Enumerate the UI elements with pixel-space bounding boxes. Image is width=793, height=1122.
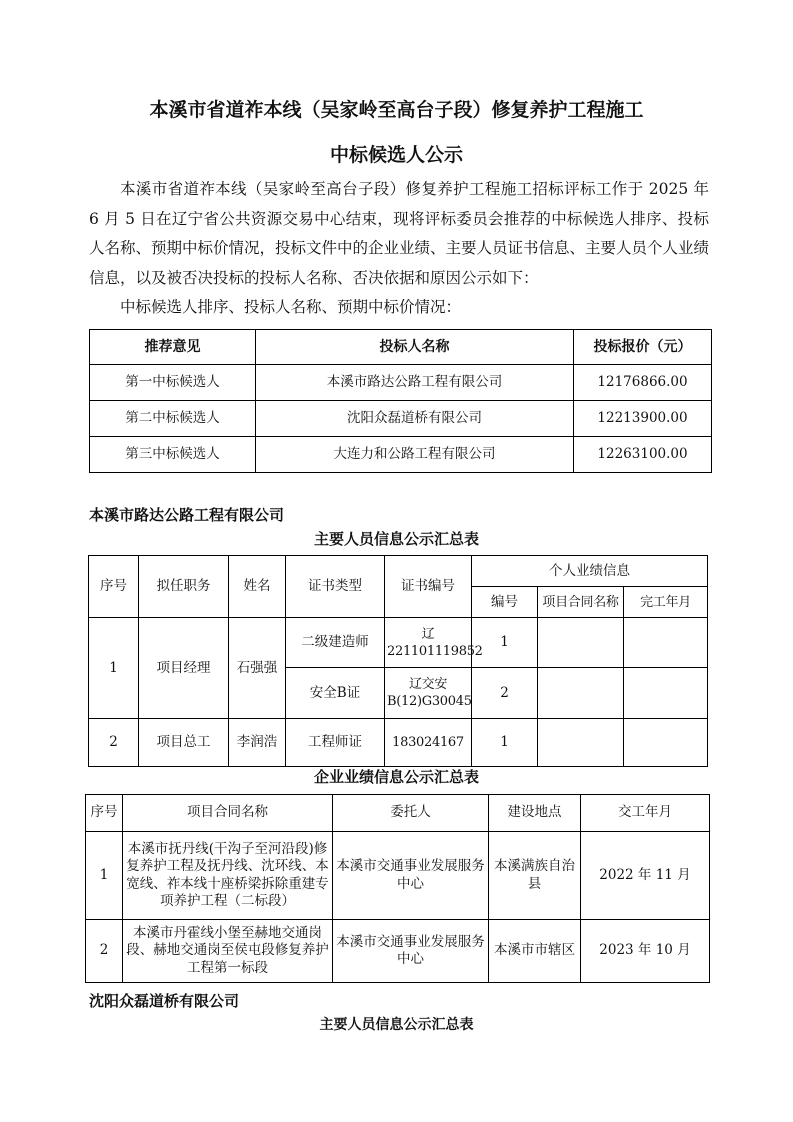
cert-type: 工程师证	[286, 719, 385, 767]
intro-paragraph: 本溪市省道祚本线（吴家岭至高台子段）修复养护工程施工招标评标工作于 2025 年 6 月 5 日在辽宁省公共资源交易中心结束，现将评标委员会推荐的中标候选人排序、投标人名称、预期中标价情况，投标文件中的企业业绩、主要人员证书信息、主要人员个人业绩信息，以及被否决投标的投标人名称、否决依据和原因公示如下：	[89, 180, 710, 287]
perf-contract-name: 本溪市丹霍线小堡至赫地交通岗段、赫地交通岗至侯屯段修复养护工程第一标段	[123, 920, 333, 983]
person-name: 石强强	[229, 618, 286, 719]
cert-number-line1: 辽	[421, 626, 435, 642]
cert-number	[385, 668, 472, 719]
person-seq: 2	[89, 719, 139, 767]
perf-year	[624, 719, 708, 767]
company-name: 本溪市路达公路工程有限公司	[89, 506, 285, 524]
candidate-price: 12213900.00	[574, 401, 712, 437]
perf-number: 1	[472, 618, 538, 668]
perf-date: 2023 年 10 月	[581, 920, 710, 983]
perf-location: 本溪满族自治县	[489, 832, 581, 920]
table-header-row	[90, 330, 712, 365]
cert-number	[385, 618, 483, 668]
header-name: 姓名	[229, 556, 286, 618]
candidate-price: 12263100.00	[574, 437, 712, 473]
person-position: 项目经理	[139, 618, 229, 719]
header-personal-performance: 个人业绩信息	[472, 556, 708, 587]
header-position: 拟任职务	[139, 556, 229, 618]
candidates-table	[89, 329, 712, 473]
perf-contract	[538, 618, 624, 668]
perf-contract	[538, 668, 624, 719]
intro-candidates-label: 中标候选人排序、投标人名称、预期中标价情况：	[120, 298, 462, 316]
candidate-rank: 第三中标候选人	[90, 437, 256, 473]
table-row	[86, 832, 710, 920]
table-row	[89, 618, 708, 668]
enterprise-performance-table	[85, 794, 710, 983]
intro-section	[89, 175, 709, 323]
cert-type: 安全B证	[286, 668, 385, 719]
header-completion-date: 交工年月	[581, 795, 710, 832]
perf-seq: 2	[86, 920, 123, 983]
header-contract-name: 项目合同名称	[123, 795, 333, 832]
header-cert-type: 证书类型	[286, 556, 385, 618]
header-bid-price: 投标报价（元）	[574, 330, 712, 365]
candidate-name: 大连力和公路工程有限公司	[256, 437, 574, 473]
perf-year	[624, 618, 708, 668]
header-client: 委托人	[333, 795, 489, 832]
perf-number: 1	[472, 719, 538, 767]
header-seq: 序号	[86, 795, 123, 832]
person-seq: 1	[89, 618, 139, 719]
candidate-price: 12176866.00	[574, 365, 712, 401]
candidate-rank: 第一中标候选人	[90, 365, 256, 401]
cert-number-line1: 辽交安	[408, 677, 448, 692]
perf-seq: 1	[86, 832, 123, 920]
perf-number: 2	[472, 668, 538, 719]
table-header-row	[86, 795, 710, 832]
company-name: 沈阳众磊道桥有限公司	[89, 992, 240, 1010]
personnel-table-title: 主要人员信息公示汇总表	[319, 1017, 474, 1033]
table-header-row	[89, 556, 708, 587]
table-row	[89, 719, 708, 767]
table-row	[90, 401, 712, 437]
cert-type: 二级建造师	[286, 618, 385, 668]
performance-table-title: 企业业绩信息公示汇总表	[313, 768, 479, 786]
header-perf-no: 编号	[472, 587, 538, 618]
header-bidder-name: 投标人名称	[256, 330, 574, 365]
header-recommendation: 推荐意见	[90, 330, 256, 365]
perf-contract	[538, 719, 624, 767]
perf-year	[624, 668, 708, 719]
perf-client: 本溪市交通事业发展服务中心	[333, 832, 489, 920]
header-location: 建设地点	[489, 795, 581, 832]
table-row	[90, 365, 712, 401]
header-perf-contract: 项目合同名称	[538, 587, 624, 618]
cert-number-line2: B(12)G30045	[387, 694, 472, 709]
cert-number-line2: 221101119852	[387, 643, 483, 659]
perf-contract-name: 本溪市抚丹线(干沟子至河沿段)修复养护工程及抚丹线、沈环线、本宽线、祚本线十座桥梁拆除重建专项养护工程（二标段）	[123, 832, 333, 920]
header-seq: 序号	[89, 556, 139, 618]
header-perf-year: 完工年月	[624, 587, 708, 618]
candidate-rank: 第二中标候选人	[90, 401, 256, 437]
table-row	[90, 437, 712, 473]
personnel-table-title: 主要人员信息公示汇总表	[313, 530, 479, 548]
header-cert-no: 证书编号	[385, 556, 472, 618]
perf-date: 2022 年 11 月	[581, 832, 710, 920]
candidate-name: 沈阳众磊道桥有限公司	[256, 401, 574, 437]
cert-number: 183024167	[385, 719, 472, 767]
person-position: 项目总工	[139, 719, 229, 767]
candidate-name: 本溪市路达公路工程有限公司	[256, 365, 574, 401]
perf-client: 本溪市交通事业发展服务中心	[333, 920, 489, 983]
person-name: 李润浩	[229, 719, 286, 767]
page-title: 本溪市省道祚本线（吴家岭至高台子段）修复养护工程施工	[149, 99, 644, 121]
table-row	[86, 920, 710, 983]
perf-location: 本溪市市辖区	[489, 920, 581, 983]
page-subtitle: 中标候选人公示	[329, 144, 463, 166]
personnel-table	[88, 555, 708, 767]
